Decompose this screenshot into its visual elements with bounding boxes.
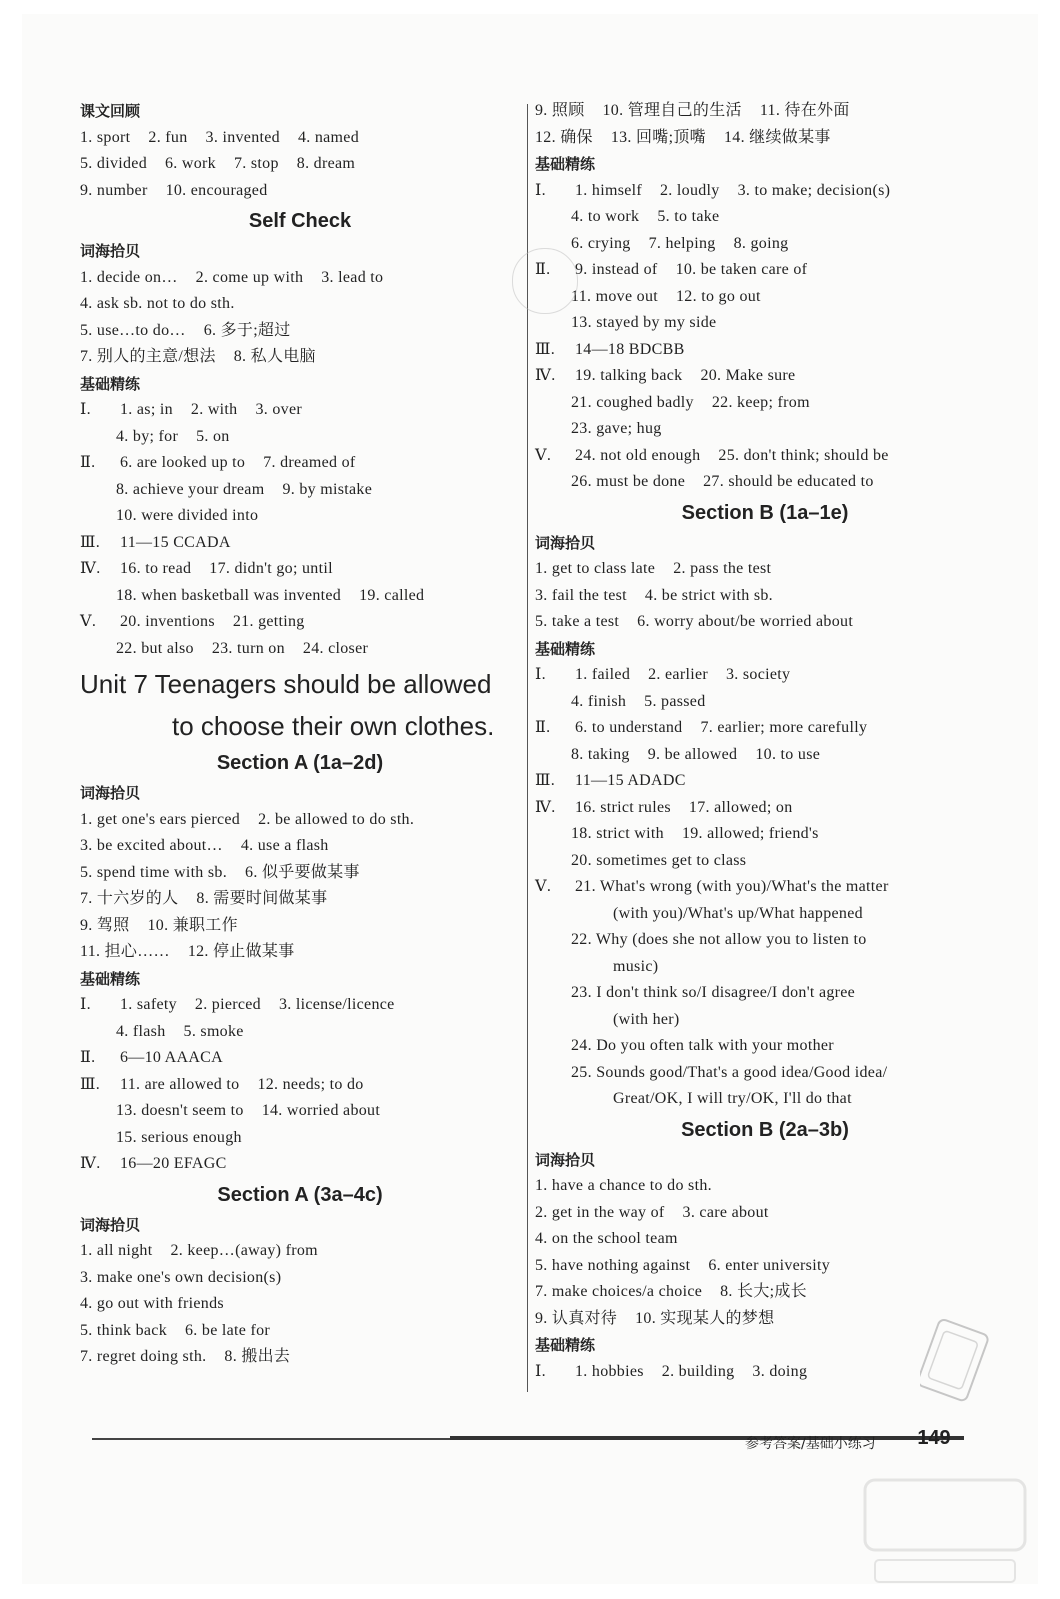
answer-item: 3. fail the test <box>535 586 627 604</box>
answer-item: 5. to take <box>657 208 720 225</box>
answer-item: 7. dreamed of <box>263 454 356 471</box>
answer-item: 13. 回嘴;顶嘴 <box>610 128 706 146</box>
answer-item: 12. to go out <box>676 287 761 305</box>
roman-numeral: Ⅴ. <box>535 446 552 464</box>
answer-item: 9. be allowed <box>647 745 738 763</box>
answer-line <box>80 833 520 860</box>
answer-line <box>535 1173 995 1200</box>
section-label: 基础精练 <box>80 374 141 393</box>
answer-item: 9. by mistake <box>282 480 373 498</box>
answer-item: 24. not old enough <box>575 446 701 464</box>
answer-line <box>80 1265 520 1292</box>
answer-item: 4. use a flash <box>240 837 329 854</box>
answer-item: 16. strict rules <box>575 798 671 816</box>
answer-item: 19. called <box>359 586 425 604</box>
answer-item: 2. get in the way of <box>535 1203 665 1221</box>
answer-item: 7. 别人的主意/想法 <box>80 348 216 365</box>
answer-item: 9. number <box>80 181 148 199</box>
answer-line <box>80 151 520 178</box>
answer-item: 26. must be done <box>571 473 686 490</box>
answer-item: 1. sport <box>80 128 131 146</box>
answer-item: 12. 停止做某事 <box>187 943 295 960</box>
answer-item: 6. enter university <box>708 1256 830 1274</box>
answer-item: 11. move out <box>571 287 658 305</box>
answer-item: 2. with <box>190 401 238 418</box>
roman-numeral: Ⅰ. <box>80 996 91 1013</box>
answer-line <box>535 715 995 742</box>
right-column <box>535 98 995 1385</box>
answer-item: 3. to make; decision(s) <box>737 181 891 199</box>
roman-numeral: Ⅴ. <box>535 878 552 895</box>
answer-item: 7. regret doing sth. <box>80 1348 207 1365</box>
answer-item: 5. on <box>196 427 230 445</box>
answer-item: 11. are allowed to <box>120 1075 240 1093</box>
roman-numeral: Ⅲ. <box>80 533 101 551</box>
corner-stamp-icon <box>920 1318 990 1408</box>
answer-item: 3. license/licence <box>278 996 395 1013</box>
answer-item: 13. stayed by my side <box>571 314 717 331</box>
answer-item: 8. achieve your dream <box>116 480 265 498</box>
answer-line <box>535 874 995 901</box>
answer-item: 17. allowed; on <box>688 798 793 816</box>
answer-item: 11—15 ADADC <box>575 772 686 789</box>
answer-line <box>80 1098 520 1125</box>
answer-line <box>80 1125 520 1152</box>
answer-item: 23. turn on <box>211 639 285 657</box>
answer-item: 7. earlier; more carefully <box>700 719 868 736</box>
roman-numeral: Ⅰ. <box>535 181 546 199</box>
section-label: 基础精练 <box>535 155 596 173</box>
roman-numeral: Ⅴ. <box>80 613 97 630</box>
answer-item: 4. by; for <box>116 427 179 445</box>
answer-line <box>535 742 995 769</box>
section-heading: Section B (1a–1e) <box>681 501 849 524</box>
answer-item: 27. should be educated to <box>703 473 874 490</box>
answer-item: 6. be late for <box>185 1321 271 1339</box>
answer-item: 4. be strict with sb. <box>644 586 773 604</box>
answer-item: (with you)/What's up/What happened <box>613 904 863 922</box>
unit-title: Unit 7 Teenagers should be allowed <box>80 669 492 699</box>
answer-item: 20. Make sure <box>700 367 796 384</box>
answer-item: 5. take a test <box>535 613 620 630</box>
answer-item: 10. 兼职工作 <box>147 916 238 934</box>
answer-line <box>535 1253 995 1280</box>
section-label: 词海拾贝 <box>535 533 596 552</box>
answer-item: 7. make choices/a choice <box>535 1283 703 1300</box>
answer-item: 10. encouraged <box>165 181 268 199</box>
answer-line <box>80 1344 520 1371</box>
answer-item: 1. failed <box>575 666 631 683</box>
answer-item: 3. lead to <box>321 268 384 286</box>
answer-item: 19. allowed; friend's <box>681 825 819 842</box>
watermark-logo-icon <box>855 1460 1035 1590</box>
answer-line <box>535 231 995 258</box>
answer-line <box>535 469 995 496</box>
answer-line <box>535 795 995 822</box>
answer-line <box>80 992 520 1019</box>
answer-item: 9. 照顾 <box>535 102 585 119</box>
footer-rule-thick <box>450 1436 964 1440</box>
answer-line <box>535 662 995 689</box>
answer-item: 5. use…to do… <box>80 321 186 339</box>
answer-item: 23. I don't think so/I disagree/I don't agree <box>571 984 856 1001</box>
answer-item: 2. fun <box>148 128 188 146</box>
answer-line <box>535 689 995 716</box>
answer-item: 3. doing <box>752 1362 808 1380</box>
answer-item: 16—20 EFAGC <box>120 1155 227 1172</box>
answer-item: 12. 确保 <box>535 128 593 146</box>
section-label: 课文回顾 <box>80 102 141 120</box>
answer-item: 24. closer <box>302 639 369 657</box>
answer-line <box>80 939 520 966</box>
answer-line <box>80 424 520 451</box>
answer-item: 1. all night <box>80 1242 153 1259</box>
answer-item: 6. are looked up to <box>120 454 246 471</box>
answer-item: 3. invented <box>205 128 280 146</box>
answer-line <box>80 178 520 205</box>
answer-item: 1. as; in <box>120 401 173 418</box>
section-label: 词海拾贝 <box>80 1215 141 1234</box>
answer-item: 18. strict with <box>571 825 664 842</box>
roman-numeral: Ⅳ. <box>535 798 556 816</box>
answer-item: 2. come up with <box>195 268 304 286</box>
answer-item: 1. get one's ears pierced <box>80 810 241 828</box>
answer-item: 11. 担心…… <box>80 943 170 960</box>
roman-numeral: Ⅲ. <box>535 340 556 358</box>
answer-line <box>535 1033 995 1060</box>
answer-line <box>80 1318 520 1345</box>
answer-item: 8. taking <box>571 745 630 763</box>
answer-line <box>535 178 995 205</box>
answer-line <box>535 1060 995 1087</box>
answer-item: 1. hobbies <box>575 1362 644 1380</box>
answer-item: 12. needs; to do <box>257 1075 364 1093</box>
answer-line <box>80 1072 520 1099</box>
answer-item: 15. serious enough <box>116 1128 242 1146</box>
answer-item: 5. passed <box>644 692 706 710</box>
answer-item: 8. dream <box>296 155 356 172</box>
answer-item: 20. inventions <box>120 613 215 630</box>
answer-line <box>535 821 995 848</box>
roman-numeral: Ⅱ. <box>535 719 551 736</box>
answer-line <box>80 318 520 345</box>
answer-line <box>535 583 995 610</box>
answer-item: 2. loudly <box>660 181 720 199</box>
answer-line <box>535 556 995 583</box>
answer-line <box>80 860 520 887</box>
answer-item: 9. instead of <box>575 261 658 278</box>
answer-item: 7. helping <box>648 234 716 252</box>
answer-item: 21. coughed badly <box>571 393 694 411</box>
answer-line <box>535 284 995 311</box>
answer-line <box>80 609 520 636</box>
answer-item: 5. smoke <box>183 1022 244 1040</box>
section-label: 词海拾贝 <box>80 242 141 260</box>
answer-item: 5. have nothing against <box>535 1256 691 1274</box>
answer-line <box>80 807 520 834</box>
answer-item: 22. but also <box>116 639 194 657</box>
answer-item: 10. were divided into <box>116 507 259 524</box>
answer-item: 5. divided <box>80 155 147 172</box>
answer-line <box>80 125 520 152</box>
answer-item: 6. work <box>165 155 216 172</box>
section-heading: Section A (1a–2d) <box>216 752 384 774</box>
roman-numeral: Ⅲ. <box>80 1075 101 1093</box>
answer-item: 6. 多于;超过 <box>203 321 291 339</box>
answer-item: 6. 似乎要做某事 <box>245 863 360 881</box>
answer-line <box>535 125 995 152</box>
answer-line <box>535 1086 995 1113</box>
answer-line <box>535 980 995 1007</box>
answer-item: 1. himself <box>575 181 642 199</box>
roman-numeral: Ⅰ. <box>535 1362 546 1380</box>
answer-line <box>535 363 995 390</box>
answer-item: 21. What's wrong (with you)/What's the matter <box>575 878 889 895</box>
answer-line <box>535 257 995 284</box>
answer-item: 2. earlier <box>648 666 708 683</box>
answer-item: 21. getting <box>232 613 305 630</box>
answer-item: 5. spend time with sb. <box>80 863 228 881</box>
answer-item: 1. safety <box>120 996 177 1013</box>
answer-line <box>535 310 995 337</box>
answer-item: 4. finish <box>571 692 627 710</box>
answer-line <box>535 954 995 981</box>
answer-item: 8. 长大;成长 <box>720 1283 807 1300</box>
roman-numeral: Ⅰ. <box>535 666 546 683</box>
answer-line <box>535 204 995 231</box>
answer-line <box>80 886 520 913</box>
answer-item: 20. sometimes get to class <box>571 851 747 869</box>
answer-line <box>535 848 995 875</box>
answer-item: 10. be taken care of <box>675 261 808 278</box>
answer-line <box>535 443 995 470</box>
answer-line <box>535 98 995 125</box>
answer-item: 2. building <box>661 1362 735 1380</box>
answer-line <box>80 1238 520 1265</box>
answer-line <box>80 636 520 663</box>
answer-item: 16. to read <box>120 560 192 577</box>
section-label: 基础精练 <box>535 639 596 658</box>
answer-line <box>535 337 995 364</box>
answer-item: 3. make one's own decision(s) <box>80 1268 282 1286</box>
answer-item: 6. worry about/be worried about <box>637 613 854 630</box>
answer-item: 10. 实现某人的梦想 <box>635 1309 775 1327</box>
roman-numeral: Ⅱ. <box>80 454 96 471</box>
left-column <box>80 98 520 1371</box>
section-heading: Section B (2a–3b) <box>681 1118 849 1141</box>
answer-item: 8. 需要时间做某事 <box>196 890 328 907</box>
answer-line <box>80 1151 520 1178</box>
roman-numeral: Ⅳ. <box>80 1155 101 1172</box>
answer-item: 10. 管理自己的生活 <box>602 102 742 119</box>
answer-line <box>80 1045 520 1072</box>
answer-line <box>80 477 520 504</box>
roman-numeral: Ⅲ. <box>535 772 556 789</box>
answer-item: 25. don't think; should be <box>718 446 889 464</box>
answer-item: 22. Why (does she not allow you to listen to <box>571 931 867 948</box>
seal-stamp-icon <box>512 248 578 314</box>
answer-line <box>535 416 995 443</box>
section-label: 词海拾贝 <box>80 784 141 802</box>
answer-item: 6. crying <box>571 234 631 252</box>
answer-line <box>535 901 995 928</box>
answer-line <box>80 1291 520 1318</box>
answer-line <box>535 390 995 417</box>
roman-numeral: Ⅳ. <box>80 560 101 577</box>
answer-item: 4. on the school team <box>535 1230 678 1247</box>
answer-item: 2. pierced <box>194 996 261 1013</box>
answer-line <box>535 1007 995 1034</box>
roman-numeral: Ⅱ. <box>535 261 551 278</box>
answer-line <box>80 913 520 940</box>
answer-item: 18. when basketball was invented <box>116 586 342 604</box>
answer-line <box>80 583 520 610</box>
answer-line <box>80 530 520 557</box>
answer-line <box>80 397 520 424</box>
answer-line <box>535 1279 995 1306</box>
answer-line <box>535 927 995 954</box>
answer-line <box>80 344 520 371</box>
answer-item: 17. didn't go; until <box>209 560 333 577</box>
answer-line <box>80 265 520 292</box>
answer-item: 8. going <box>733 234 789 252</box>
roman-numeral: Ⅱ. <box>80 1049 96 1066</box>
answer-item: 25. Sounds good/That's a good idea/Good idea/ <box>571 1063 888 1081</box>
answer-item: (with her) <box>613 1010 680 1028</box>
answer-item: 7. stop <box>233 155 279 172</box>
answer-item: 14. worried about <box>261 1102 381 1119</box>
section-heading: Section A (3a–4c) <box>217 1183 383 1206</box>
section-label: 基础精练 <box>535 1336 596 1354</box>
answer-item: 22. keep; from <box>711 393 810 411</box>
answer-line <box>80 1019 520 1046</box>
answer-line <box>80 291 520 318</box>
answer-item: Great/OK, I will try/OK, I'll do that <box>613 1090 852 1107</box>
answer-item: 19. talking back <box>575 367 683 384</box>
answer-item: 4. go out with friends <box>80 1295 224 1312</box>
answer-line <box>535 1200 995 1227</box>
answer-item: 9. 认真对待 <box>535 1309 618 1327</box>
answer-item: 4. flash <box>116 1022 166 1040</box>
answer-line <box>80 556 520 583</box>
answer-item: 11. 待在外面 <box>759 102 850 119</box>
roman-numeral: Ⅳ. <box>535 367 556 384</box>
answer-item: 3. be excited about… <box>80 837 223 854</box>
answer-item: 2. pass the test <box>673 560 772 577</box>
answer-item: 7. 十六岁的人 <box>80 890 179 907</box>
footer-caption: 参考答案/基础小练习 <box>745 1436 876 1452</box>
answer-item: 2. be allowed to do sth. <box>258 810 415 828</box>
answer-item: 9. 驾照 <box>80 916 130 934</box>
answer-item: 1. have a chance to do sth. <box>535 1177 712 1194</box>
section-heading: Self Check <box>248 210 352 232</box>
answer-item: 14. 继续做某事 <box>723 128 831 146</box>
section-label: 词海拾贝 <box>535 1150 596 1169</box>
answer-item: 11—15 CCADA <box>120 533 231 551</box>
answer-line <box>535 609 995 636</box>
answer-item: 2. keep…(away) from <box>170 1242 318 1259</box>
answer-line <box>80 450 520 477</box>
answer-item: 6. to understand <box>575 719 683 736</box>
answer-item: 3. care about <box>682 1203 769 1221</box>
answer-item: 8. 搬出去 <box>224 1348 291 1365</box>
answer-line <box>80 503 520 530</box>
answer-item: 4. to work <box>571 208 640 225</box>
roman-numeral: Ⅰ. <box>80 401 91 418</box>
answer-item: 3. society <box>725 666 791 683</box>
answer-item: 4. named <box>297 128 360 146</box>
answer-item: 1. decide on… <box>80 268 178 286</box>
answer-item: 3. over <box>255 401 302 418</box>
answer-item: 24. Do you often talk with your mother <box>571 1037 834 1054</box>
unit-title-continued: to choose their own clothes. <box>172 711 495 741</box>
answer-line <box>535 768 995 795</box>
answer-item: 10. to use <box>755 745 821 763</box>
answer-item: 13. doesn't seem to <box>116 1102 244 1119</box>
answer-item: 6—10 AAACA <box>120 1049 224 1066</box>
answer-item: 4. ask sb. not to do sth. <box>80 295 235 312</box>
answer-item: 14—18 BDCBB <box>575 340 685 358</box>
answer-item: 23. gave; hug <box>571 420 662 437</box>
answer-item: 5. think back <box>80 1321 167 1339</box>
answer-item: 8. 私人电脑 <box>233 348 316 365</box>
answer-item: 1. get to class late <box>535 560 656 577</box>
answer-line <box>535 1226 995 1253</box>
answer-item: music) <box>613 957 659 975</box>
page-number: 149 <box>917 1427 951 1449</box>
section-label: 基础精练 <box>80 969 141 988</box>
